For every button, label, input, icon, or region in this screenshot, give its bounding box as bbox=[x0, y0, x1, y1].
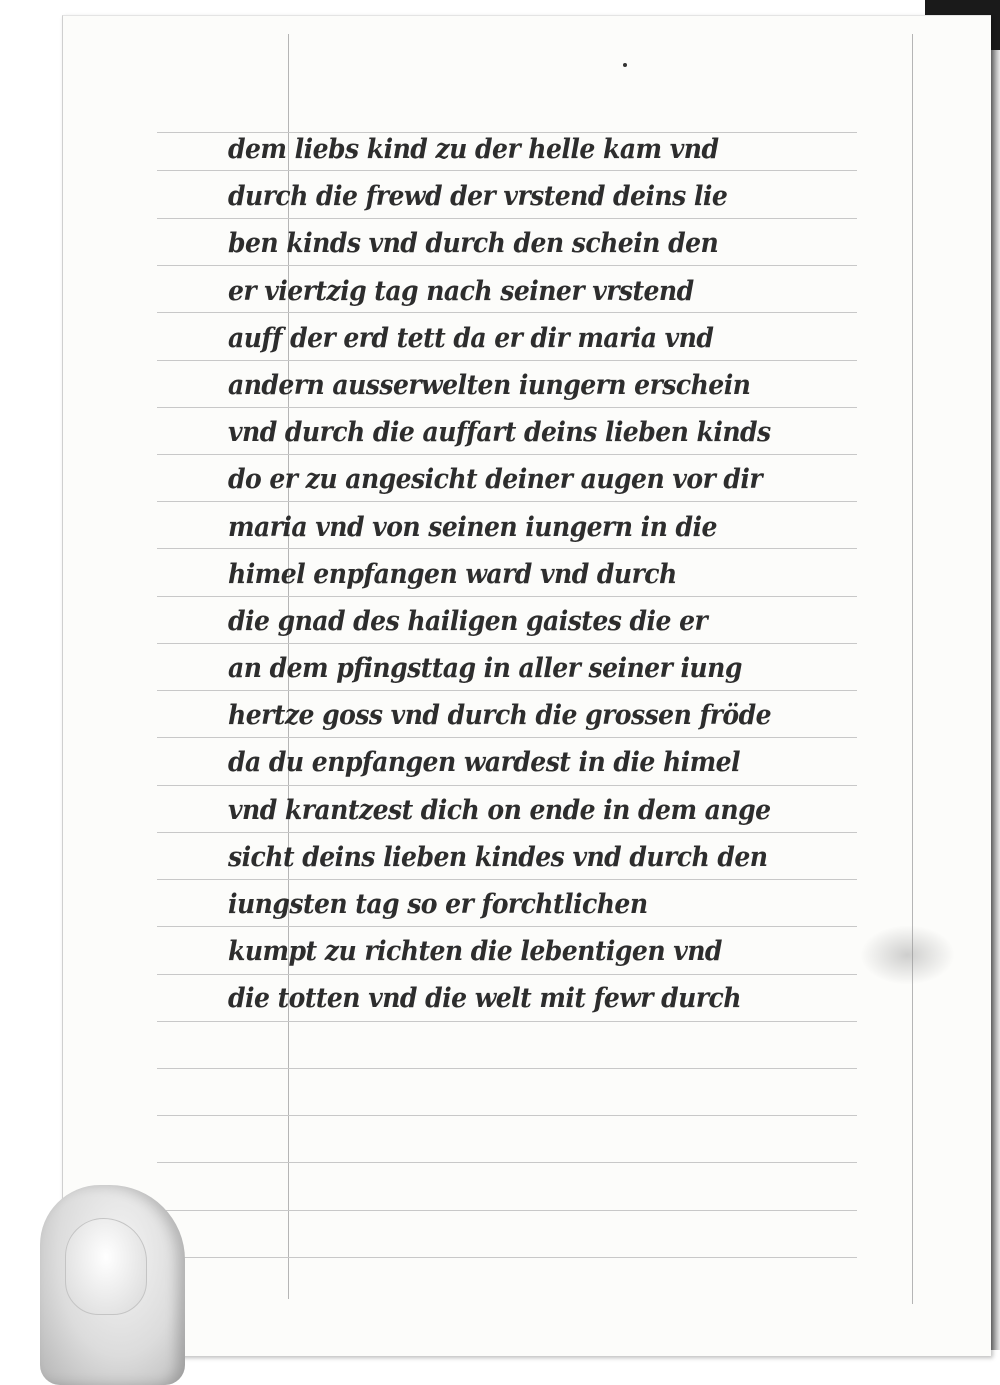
thumbnail-nail-image bbox=[65, 1218, 147, 1315]
text-line: iungsten tag so er forchtlichen bbox=[228, 889, 648, 920]
ink-dot bbox=[623, 63, 627, 67]
text-line: vnd durch die auffart deins lieben kinds bbox=[228, 417, 771, 449]
text-line: kumpt zu richten die lebentigen vnd bbox=[228, 936, 722, 968]
text-line: andern ausserwelten iungern erschein bbox=[228, 369, 751, 401]
ruled-line bbox=[157, 1257, 857, 1258]
text-line: vnd krantzest dich on ende in dem ange bbox=[228, 794, 771, 826]
ruled-line bbox=[157, 1162, 857, 1163]
text-line: an dem pfingsttag in aller seiner iung bbox=[228, 653, 742, 685]
text-line: er viertzig tag nach seiner vrstend bbox=[228, 275, 694, 307]
ink-smudge bbox=[860, 925, 955, 985]
text-line: ben kinds vnd durch den schein den bbox=[228, 228, 719, 260]
right-margin-rule bbox=[912, 34, 913, 1304]
text-line: auff der erd tett da er dir maria vnd bbox=[228, 322, 714, 354]
text-line: maria vnd von seinen iungern in die bbox=[228, 511, 717, 543]
text-line: durch die frewd der vrstend deins lie bbox=[228, 181, 728, 213]
manuscript-text bbox=[228, 126, 888, 1023]
ruled-line bbox=[157, 1210, 857, 1211]
text-line: hertze goss vnd durch die grossen fröde bbox=[228, 700, 771, 732]
text-line: do er zu angesicht deiner augen vor dir bbox=[228, 464, 763, 496]
ruled-line bbox=[157, 1115, 857, 1116]
text-line: dem liebs kind zu der helle kam vnd bbox=[228, 134, 719, 165]
text-line: die gnad des hailigen gaistes die er bbox=[228, 605, 708, 637]
ruled-line bbox=[157, 1068, 857, 1069]
text-line: himel enpfangen ward vnd durch bbox=[228, 558, 677, 590]
text-line: die totten vnd die welt mit fewr durch bbox=[228, 983, 741, 1015]
text-line: sicht deins lieben kindes vnd durch den bbox=[228, 841, 768, 873]
text-line: da du enpfangen wardest in die himel bbox=[228, 747, 741, 779]
